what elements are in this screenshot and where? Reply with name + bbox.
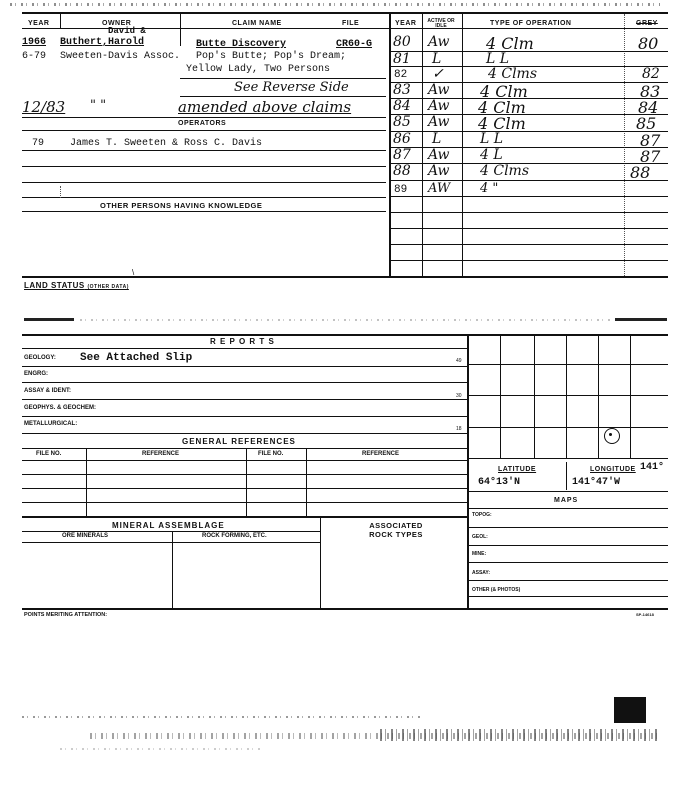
- handwritten-ditto: " ": [90, 98, 107, 113]
- ore-minerals-label: ORE MINERALS: [62, 533, 109, 539]
- claim-pops-butte: Pop's Butte; Pop's Dream;: [196, 51, 347, 62]
- activity-year: 81: [393, 51, 411, 67]
- activity-type: 4 Clm: [486, 34, 534, 53]
- geology-value: See Attached Slip: [80, 352, 193, 364]
- owner-column-header: OWNER: [102, 20, 132, 27]
- activity-active: L: [432, 51, 442, 67]
- activity-grey: 88: [630, 163, 651, 182]
- reports-number-30: 30: [456, 393, 462, 399]
- type-of-operation-column-header: TYPE OF OPERATION: [490, 20, 572, 27]
- activity-grey: 84: [638, 98, 659, 117]
- ref-col-reference-2: REFERENCE: [362, 451, 400, 457]
- activity-type: 4 Clm: [478, 98, 526, 117]
- land-status-label: [24, 281, 129, 290]
- activity-type: L L: [486, 51, 510, 67]
- activity-type: 4 Clms: [488, 66, 538, 82]
- assay-ident-label: ASSAY & IDENT:: [24, 388, 72, 394]
- claim-yellow-lady: Yellow Lady, Two Persons: [186, 64, 331, 75]
- activity-type: 4 Clms: [480, 163, 530, 179]
- maps-topog-label: TOPOG:: [472, 512, 492, 518]
- activity-active: Aw: [428, 98, 450, 114]
- engrg-label: ENGRG:: [24, 371, 48, 377]
- associated-rock-types-label: ASSOCIATED ROCK TYPES: [369, 521, 423, 539]
- other-persons-label: OTHER PERSONS HAVING KNOWLEDGE: [100, 201, 263, 210]
- points-meriting-attention-label: POINTS MERITING ATTENTION:: [24, 612, 108, 618]
- land-status-sub: (OTHER DATA): [87, 284, 129, 290]
- reports-number-18: 18: [456, 426, 462, 432]
- activity-type: 4 Clm: [480, 82, 528, 101]
- owner-year-6-79: 6-79: [22, 51, 47, 62]
- form-number: SP-14618: [636, 612, 654, 617]
- operator-year-79: 79: [32, 138, 45, 149]
- rock-forming-label: ROCK FORMING, ETC.: [202, 533, 267, 539]
- activity-grey: 87: [640, 131, 661, 150]
- maps-other-label: OTHER (& PHOTOS): [472, 587, 521, 593]
- owner-name-sweeten-davis: Sweeten-Davis Assoc.: [60, 51, 181, 62]
- land-status-text: LAND STATUS: [24, 281, 85, 290]
- activity-year: 88: [393, 163, 411, 179]
- claim-butte-discovery: Butte Discovery: [196, 39, 287, 50]
- operators-label: OPERATORS: [178, 120, 227, 127]
- activity-type: 4 Clm: [478, 114, 526, 133]
- maps-assay-label: ASSAY:: [472, 570, 491, 576]
- handwritten-reverse-note: See Reverse Side: [234, 80, 349, 95]
- activity-grey: 83: [640, 82, 661, 101]
- reports-title: R E P O R T S: [210, 337, 275, 346]
- ref-col-file-no-1: FILE NO.: [36, 451, 62, 457]
- geophys-geochem-label: GEOPHYS. & GEOCHEM:: [24, 405, 97, 411]
- file-column-header: FILE: [342, 20, 360, 27]
- activity-year: 84: [393, 98, 411, 114]
- owner-name-buthert: Buthert,Harold: [60, 37, 145, 48]
- location-circle-marker: [604, 428, 620, 444]
- maps-title: MAPS: [554, 497, 579, 504]
- maps-mine-label: MINE:: [472, 551, 487, 557]
- activity-active: Aw: [428, 147, 450, 163]
- activity-year: 86: [393, 131, 411, 147]
- handwritten-amend-date: 12/83: [22, 98, 66, 116]
- activity-grey: 80: [638, 34, 659, 53]
- mineral-assemblage-title: MINERAL ASSEMBLAGE: [112, 521, 225, 530]
- longitude-label: LONGITUDE: [590, 466, 636, 473]
- geology-label: GEOLOGY:: [24, 355, 56, 361]
- ref-col-file-no-2: FILE NO.: [258, 451, 284, 457]
- activity-year: 85: [393, 114, 411, 130]
- activity-type: 4 ": [480, 181, 499, 196]
- grey-column-header: GREY: [636, 20, 658, 27]
- latitude-label: LATITUDE: [498, 466, 537, 473]
- metallurgical-label: METALLURGICAL:: [24, 421, 78, 427]
- activity-grey: 85: [636, 114, 657, 133]
- activity-active: L: [432, 131, 442, 147]
- file-cr60g: CR60-G: [336, 39, 373, 50]
- maps-geol-label: GEOL:: [472, 534, 488, 540]
- activity-grey: 87: [640, 147, 661, 166]
- owner-year-1966: 1966: [22, 37, 47, 48]
- activity-year: 82: [394, 69, 408, 81]
- activity-year: 80: [393, 34, 411, 50]
- activity-active: ✓: [432, 66, 444, 82]
- activity-year: 89: [394, 184, 408, 196]
- handwritten-amend-note: amended above claims: [178, 98, 352, 116]
- ref-col-reference-1: REFERENCE: [142, 451, 180, 457]
- activity-year: 83: [393, 82, 411, 98]
- activity-type: 4 L: [480, 147, 503, 163]
- scan-artifact-block: [614, 697, 646, 723]
- activity-active: Aw: [428, 82, 450, 98]
- year-column-header: YEAR: [28, 20, 50, 27]
- active-idle-column-header: ACTIVE OR IDLE: [427, 18, 455, 29]
- activity-grey: 82: [642, 66, 660, 82]
- activity-active: AW: [428, 181, 451, 196]
- longitude-value: 141°47'W: [572, 477, 621, 488]
- general-references-title: GENERAL REFERENCES: [182, 437, 296, 446]
- year2-column-header: YEAR: [395, 20, 417, 27]
- activity-active: Aw: [428, 34, 450, 50]
- activity-type: L L: [480, 131, 504, 147]
- operator-name: James T. Sweeten & Ross C. Davis: [70, 138, 263, 149]
- latitude-value: 64°13'N: [478, 477, 521, 488]
- longitude-extra: 141°: [640, 462, 665, 473]
- reports-number-49: 49: [456, 358, 462, 364]
- activity-active: Aw: [428, 114, 450, 130]
- activity-active: Aw: [428, 163, 450, 179]
- owner-sup-text: David &: [108, 26, 146, 36]
- activity-year: 87: [393, 147, 411, 163]
- claim-name-column-header: CLAIM NAME: [232, 20, 282, 27]
